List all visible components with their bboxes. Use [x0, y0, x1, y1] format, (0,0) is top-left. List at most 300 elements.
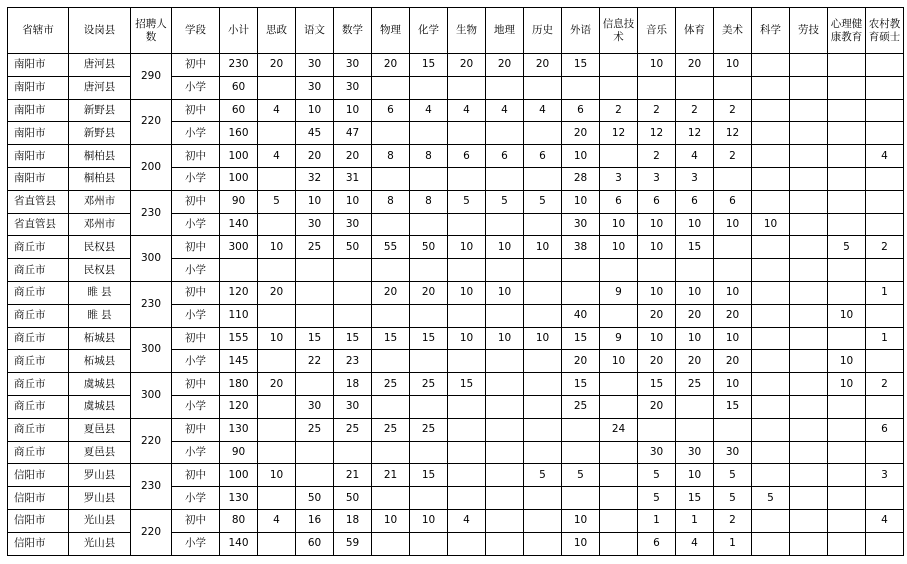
count-cell [524, 418, 562, 441]
count-cell [866, 259, 904, 282]
count-cell [220, 259, 258, 282]
header-art: 美术 [714, 8, 752, 54]
count-cell [752, 532, 790, 555]
count-cell [486, 464, 524, 487]
count-cell [828, 99, 866, 122]
count-cell: 45 [296, 122, 334, 145]
count-cell [600, 54, 638, 77]
stage-cell: 小学 [172, 532, 220, 555]
count-cell [752, 99, 790, 122]
count-cell: 2 [714, 99, 752, 122]
count-cell [372, 213, 410, 236]
count-cell: 2 [638, 145, 676, 168]
count-cell: 10 [258, 236, 296, 259]
count-cell [600, 441, 638, 464]
count-cell [410, 167, 448, 190]
count-cell [752, 190, 790, 213]
count-cell [638, 259, 676, 282]
county-cell: 民权县 [69, 259, 131, 282]
quota-cell: 230 [131, 464, 172, 510]
count-cell: 80 [220, 509, 258, 532]
count-cell: 6 [372, 99, 410, 122]
count-cell: 4 [486, 99, 524, 122]
count-cell: 10 [486, 327, 524, 350]
count-cell [410, 395, 448, 418]
count-cell: 1 [866, 281, 904, 304]
count-cell: 20 [676, 304, 714, 327]
count-cell [600, 487, 638, 510]
count-cell: 15 [676, 487, 714, 510]
count-cell [486, 167, 524, 190]
count-cell: 10 [334, 190, 372, 213]
count-cell [714, 76, 752, 99]
count-cell: 10 [714, 54, 752, 77]
count-cell: 5 [524, 464, 562, 487]
count-cell [562, 418, 600, 441]
count-cell [448, 304, 486, 327]
count-cell [676, 259, 714, 282]
count-cell: 50 [334, 236, 372, 259]
count-cell [524, 122, 562, 145]
count-cell [258, 487, 296, 510]
count-cell [448, 441, 486, 464]
county-cell: 睢 县 [69, 304, 131, 327]
count-cell [486, 259, 524, 282]
count-cell: 5 [714, 487, 752, 510]
count-cell: 2 [714, 145, 752, 168]
city-cell: 商丘市 [8, 418, 69, 441]
count-cell: 10 [486, 281, 524, 304]
count-cell [410, 304, 448, 327]
count-cell: 10 [372, 509, 410, 532]
header-rural-master: 农村教育硕士 [866, 8, 904, 54]
count-cell [752, 76, 790, 99]
count-cell: 15 [562, 327, 600, 350]
count-cell: 10 [296, 99, 334, 122]
count-cell: 3 [676, 167, 714, 190]
count-cell: 15 [562, 54, 600, 77]
count-cell: 10 [676, 464, 714, 487]
count-cell [410, 487, 448, 510]
count-cell [410, 532, 448, 555]
county-cell: 夏邑县 [69, 418, 131, 441]
count-cell: 6 [714, 190, 752, 213]
count-cell: 16 [296, 509, 334, 532]
count-cell [866, 304, 904, 327]
count-cell [828, 167, 866, 190]
count-cell [524, 167, 562, 190]
header-foreign-language: 外语 [562, 8, 600, 54]
count-cell: 120 [220, 395, 258, 418]
city-cell: 信阳市 [8, 487, 69, 510]
count-cell: 230 [220, 54, 258, 77]
count-cell [410, 350, 448, 373]
table-row [8, 190, 904, 213]
count-cell: 6 [638, 190, 676, 213]
count-cell: 30 [334, 76, 372, 99]
county-cell: 柘城县 [69, 327, 131, 350]
count-cell [600, 373, 638, 396]
count-cell [828, 532, 866, 555]
count-cell: 10 [410, 509, 448, 532]
count-cell: 30 [562, 213, 600, 236]
count-cell: 20 [676, 54, 714, 77]
count-cell: 10 [600, 213, 638, 236]
count-cell [600, 259, 638, 282]
count-cell [752, 509, 790, 532]
count-cell: 300 [220, 236, 258, 259]
count-cell [828, 509, 866, 532]
count-cell [486, 395, 524, 418]
count-cell [790, 487, 828, 510]
count-cell [486, 122, 524, 145]
count-cell: 15 [410, 54, 448, 77]
table-row [8, 373, 904, 396]
count-cell [562, 441, 600, 464]
count-cell [372, 76, 410, 99]
table-row [8, 509, 904, 532]
count-cell [562, 281, 600, 304]
count-cell: 5 [258, 190, 296, 213]
header-county: 设岗县 [69, 8, 131, 54]
quota-cell: 300 [131, 373, 172, 419]
count-cell: 50 [410, 236, 448, 259]
count-cell: 2 [638, 99, 676, 122]
quota-cell: 200 [131, 145, 172, 191]
count-cell [372, 395, 410, 418]
count-cell [524, 350, 562, 373]
count-cell: 10 [828, 350, 866, 373]
city-cell: 信阳市 [8, 464, 69, 487]
header-politics: 思政 [258, 8, 296, 54]
count-cell: 25 [334, 418, 372, 441]
count-cell [524, 509, 562, 532]
count-cell [828, 418, 866, 441]
header-biology: 生物 [448, 8, 486, 54]
count-cell: 6 [562, 99, 600, 122]
count-cell [524, 213, 562, 236]
count-cell [258, 122, 296, 145]
count-cell: 2 [866, 373, 904, 396]
count-cell [790, 464, 828, 487]
count-cell [752, 281, 790, 304]
count-cell: 10 [524, 327, 562, 350]
stage-cell: 小学 [172, 213, 220, 236]
count-cell [524, 281, 562, 304]
count-cell: 5 [638, 464, 676, 487]
count-cell [258, 259, 296, 282]
count-cell: 20 [296, 145, 334, 168]
count-cell: 10 [562, 532, 600, 555]
count-cell: 20 [638, 350, 676, 373]
county-cell: 唐河县 [69, 54, 131, 77]
table-row [8, 464, 904, 487]
count-cell: 10 [714, 327, 752, 350]
count-cell [828, 145, 866, 168]
count-cell: 10 [638, 213, 676, 236]
count-cell: 10 [638, 281, 676, 304]
count-cell [296, 259, 334, 282]
city-cell: 省直管县 [8, 213, 69, 236]
count-cell [372, 259, 410, 282]
stage-cell: 小学 [172, 259, 220, 282]
count-cell: 55 [372, 236, 410, 259]
count-cell: 6 [866, 418, 904, 441]
count-cell [600, 76, 638, 99]
count-cell [676, 418, 714, 441]
count-cell: 30 [334, 213, 372, 236]
count-cell [828, 281, 866, 304]
count-cell [486, 76, 524, 99]
count-cell: 6 [676, 190, 714, 213]
count-cell [334, 304, 372, 327]
count-cell [372, 167, 410, 190]
count-cell [752, 350, 790, 373]
count-cell [448, 418, 486, 441]
stage-cell: 初中 [172, 54, 220, 77]
count-cell [600, 464, 638, 487]
count-cell [790, 259, 828, 282]
count-cell: 4 [866, 509, 904, 532]
count-cell: 25 [296, 418, 334, 441]
city-cell: 南阳市 [8, 99, 69, 122]
count-cell [258, 304, 296, 327]
county-cell: 罗山县 [69, 487, 131, 510]
count-cell: 10 [258, 464, 296, 487]
count-cell: 160 [220, 122, 258, 145]
count-cell: 20 [676, 350, 714, 373]
city-cell: 南阳市 [8, 76, 69, 99]
count-cell [600, 145, 638, 168]
count-cell [334, 441, 372, 464]
count-cell: 4 [676, 145, 714, 168]
stage-cell: 小学 [172, 76, 220, 99]
count-cell: 23 [334, 350, 372, 373]
count-cell [752, 304, 790, 327]
county-cell: 新野县 [69, 99, 131, 122]
count-cell: 25 [372, 418, 410, 441]
count-cell [524, 259, 562, 282]
count-cell [676, 76, 714, 99]
county-cell: 虞城县 [69, 373, 131, 396]
count-cell [448, 350, 486, 373]
count-cell [410, 441, 448, 464]
city-cell: 商丘市 [8, 281, 69, 304]
count-cell [638, 418, 676, 441]
count-cell: 15 [296, 327, 334, 350]
count-cell: 22 [296, 350, 334, 373]
count-cell: 60 [220, 99, 258, 122]
count-cell [866, 487, 904, 510]
county-cell: 新野县 [69, 122, 131, 145]
table-row [8, 281, 904, 304]
count-cell: 20 [714, 350, 752, 373]
count-cell: 10 [828, 373, 866, 396]
count-cell: 15 [676, 236, 714, 259]
count-cell: 15 [638, 373, 676, 396]
count-cell: 10 [296, 190, 334, 213]
count-cell: 30 [334, 395, 372, 418]
quota-cell: 300 [131, 327, 172, 373]
county-cell: 柘城县 [69, 350, 131, 373]
count-cell: 8 [372, 190, 410, 213]
count-cell [828, 259, 866, 282]
count-cell: 25 [410, 418, 448, 441]
count-cell: 25 [296, 236, 334, 259]
table-row [8, 54, 904, 77]
count-cell: 180 [220, 373, 258, 396]
stage-cell: 小学 [172, 395, 220, 418]
stage-cell: 初中 [172, 281, 220, 304]
count-cell [790, 395, 828, 418]
count-cell: 4 [258, 99, 296, 122]
count-cell: 10 [828, 304, 866, 327]
count-cell [790, 304, 828, 327]
count-cell: 6 [524, 145, 562, 168]
count-cell [486, 213, 524, 236]
count-cell: 59 [334, 532, 372, 555]
count-cell [828, 54, 866, 77]
count-cell: 20 [372, 54, 410, 77]
count-cell: 2 [600, 99, 638, 122]
city-cell: 商丘市 [8, 236, 69, 259]
count-cell [752, 54, 790, 77]
recruitment-table [7, 7, 904, 556]
count-cell: 20 [448, 54, 486, 77]
count-cell [866, 54, 904, 77]
header-labor: 劳技 [790, 8, 828, 54]
count-cell [790, 167, 828, 190]
count-cell: 100 [220, 167, 258, 190]
count-cell: 130 [220, 418, 258, 441]
count-cell [562, 259, 600, 282]
count-cell [638, 76, 676, 99]
count-cell [752, 395, 790, 418]
city-cell: 南阳市 [8, 167, 69, 190]
count-cell [790, 213, 828, 236]
count-cell: 12 [714, 122, 752, 145]
count-cell [334, 259, 372, 282]
count-cell: 5 [448, 190, 486, 213]
county-cell: 罗山县 [69, 464, 131, 487]
count-cell: 10 [676, 281, 714, 304]
header-history: 历史 [524, 8, 562, 54]
count-cell [828, 327, 866, 350]
count-cell: 140 [220, 213, 258, 236]
count-cell [790, 281, 828, 304]
count-cell: 110 [220, 304, 258, 327]
count-cell [372, 441, 410, 464]
count-cell: 4 [448, 99, 486, 122]
count-cell [448, 122, 486, 145]
count-cell [410, 259, 448, 282]
count-cell [752, 167, 790, 190]
count-cell [372, 532, 410, 555]
count-cell: 20 [258, 54, 296, 77]
count-cell [790, 509, 828, 532]
count-cell: 8 [372, 145, 410, 168]
count-cell [676, 395, 714, 418]
city-cell: 商丘市 [8, 350, 69, 373]
count-cell: 5 [638, 487, 676, 510]
count-cell: 50 [296, 487, 334, 510]
count-cell [448, 532, 486, 555]
count-cell: 12 [676, 122, 714, 145]
count-cell: 5 [828, 236, 866, 259]
count-cell: 5 [752, 487, 790, 510]
count-cell: 10 [562, 145, 600, 168]
count-cell: 1 [866, 327, 904, 350]
county-cell: 虞城县 [69, 395, 131, 418]
count-cell: 2 [714, 509, 752, 532]
count-cell: 10 [562, 190, 600, 213]
header-city: 省辖市 [8, 8, 69, 54]
count-cell [752, 259, 790, 282]
count-cell [524, 373, 562, 396]
count-cell: 10 [714, 213, 752, 236]
count-cell [524, 304, 562, 327]
count-cell: 100 [220, 464, 258, 487]
count-cell: 10 [714, 373, 752, 396]
count-cell: 20 [372, 281, 410, 304]
count-cell: 12 [638, 122, 676, 145]
count-cell: 10 [334, 99, 372, 122]
count-cell: 20 [562, 350, 600, 373]
count-cell: 10 [714, 281, 752, 304]
count-cell: 24 [600, 418, 638, 441]
quota-cell: 220 [131, 99, 172, 145]
count-cell: 15 [334, 327, 372, 350]
count-cell: 3 [600, 167, 638, 190]
header-science: 科学 [752, 8, 790, 54]
stage-cell: 初中 [172, 418, 220, 441]
count-cell [790, 76, 828, 99]
county-cell: 光山县 [69, 509, 131, 532]
count-cell: 4 [866, 145, 904, 168]
count-cell: 28 [562, 167, 600, 190]
stage-cell: 初中 [172, 190, 220, 213]
count-cell [866, 190, 904, 213]
count-cell [866, 441, 904, 464]
count-cell [752, 464, 790, 487]
count-cell: 30 [714, 441, 752, 464]
stage-cell: 小学 [172, 487, 220, 510]
stage-cell: 小学 [172, 350, 220, 373]
count-cell [524, 395, 562, 418]
count-cell: 30 [334, 54, 372, 77]
table-row [8, 327, 904, 350]
count-cell [790, 236, 828, 259]
count-cell: 20 [410, 281, 448, 304]
count-cell [258, 441, 296, 464]
header-subtotal: 小计 [220, 8, 258, 54]
count-cell: 15 [448, 373, 486, 396]
count-cell: 15 [714, 395, 752, 418]
count-cell [600, 395, 638, 418]
count-cell [524, 487, 562, 510]
count-cell [448, 259, 486, 282]
count-cell [714, 259, 752, 282]
count-cell: 20 [524, 54, 562, 77]
city-cell: 商丘市 [8, 373, 69, 396]
count-cell: 15 [410, 327, 448, 350]
count-cell [410, 76, 448, 99]
count-cell [372, 350, 410, 373]
count-cell [486, 487, 524, 510]
count-cell [866, 395, 904, 418]
count-cell: 8 [410, 145, 448, 168]
count-cell [296, 441, 334, 464]
